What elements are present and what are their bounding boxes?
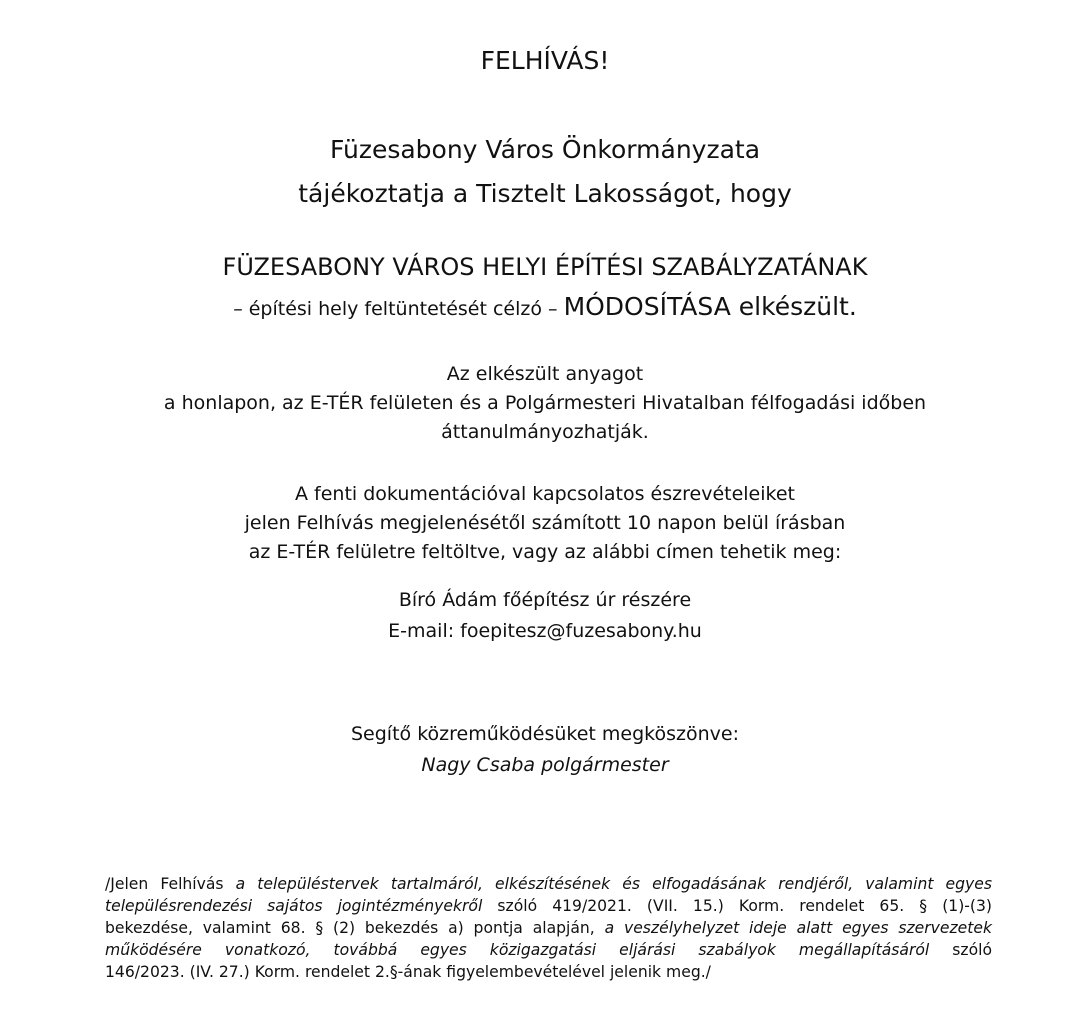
comments-line-2: jelen Felhívás megjelenésétől számított 10 napon belül írásban	[244, 512, 846, 534]
intro-line-1: Füzesabony Város Önkormányzata	[329, 135, 761, 164]
subline-emphasis: MÓDOSÍTÁSA elkészült.	[563, 292, 857, 321]
footnote-line-2-italic: településrendezési sajátos jogintézményekről	[105, 897, 483, 915]
contact-block	[0, 585, 1090, 647]
availability-paragraph	[0, 360, 1090, 447]
intro-text	[0, 128, 1090, 216]
footnote-line-5: 146/2023. (IV. 27.) Korm. rendelet 2.§-ának figyelembevételével jelenik meg./	[105, 963, 711, 981]
comments-line-1: A fenti dokumentációval kapcsolatos észrevételeiket	[295, 483, 795, 505]
closing-thanks: Segítő közreműködésüket megköszönve:	[351, 723, 739, 745]
footnote-line-2	[105, 895, 992, 917]
availability-line-2: a honlapon, az E-TÉR felületen és a Polgármesteri Hivatalban félfogadási időben	[163, 392, 927, 414]
footnote-line-2-plain: szóló 419/2021. (VII. 15.) Korm. rendelet 65. § (1)-(3)	[482, 897, 992, 915]
footnote-line-3-plain: bekezdése, valamint 68. § (2) bekezdés a) pontja alapján,	[105, 919, 605, 937]
footnote-line-1-plain: /Jelen Felhívás	[105, 875, 236, 893]
comments-paragraph	[0, 480, 1090, 567]
legal-footnote	[105, 873, 992, 983]
closing-block	[0, 719, 1090, 781]
availability-line-1: Az elkészült anyagot	[446, 363, 644, 385]
signature: Nagy Csaba polgármester	[421, 754, 669, 776]
footnote-line-4-italic: működésére vonatkozó, továbbá egyes közigazgatási eljárási szabályok megállapításáról	[105, 941, 930, 959]
contact-email: E-mail: foepitesz@fuzesabony.hu	[388, 620, 702, 642]
subline	[0, 290, 1090, 326]
footnote-line-3	[105, 917, 992, 939]
availability-line-3: áttanulmányozhatják.	[441, 421, 649, 443]
footnote-line-3-italic: a veszélyhelyzet ideje alatt egyes szervezetek	[604, 919, 992, 937]
intro-line-2: tájékoztatja a Tisztelt Lakosságot, hogy	[298, 179, 792, 208]
comments-line-3: az E-TÉR felületre feltöltve, vagy az alábbi címen tehetik meg:	[248, 541, 842, 563]
footnote-line-4	[105, 939, 992, 961]
footnote-line-1-italic: a településtervek tartalmáról, elkészítésének és elfogadásának rendjéről, valamint egyes	[235, 875, 992, 893]
contact-name: Bíró Ádám főépítész úr részére	[398, 589, 692, 611]
headline: FÜZESABONY VÁROS HELYI ÉPÍTÉSI SZABÁLYZATÁNAK	[222, 253, 868, 281]
footnote-line-4-plain: szóló	[929, 941, 992, 959]
notice-title: FELHÍVÁS!	[480, 46, 610, 75]
subline-prefix: – építési hely feltüntetését célzó –	[233, 298, 564, 320]
footnote-line-1	[105, 873, 992, 895]
